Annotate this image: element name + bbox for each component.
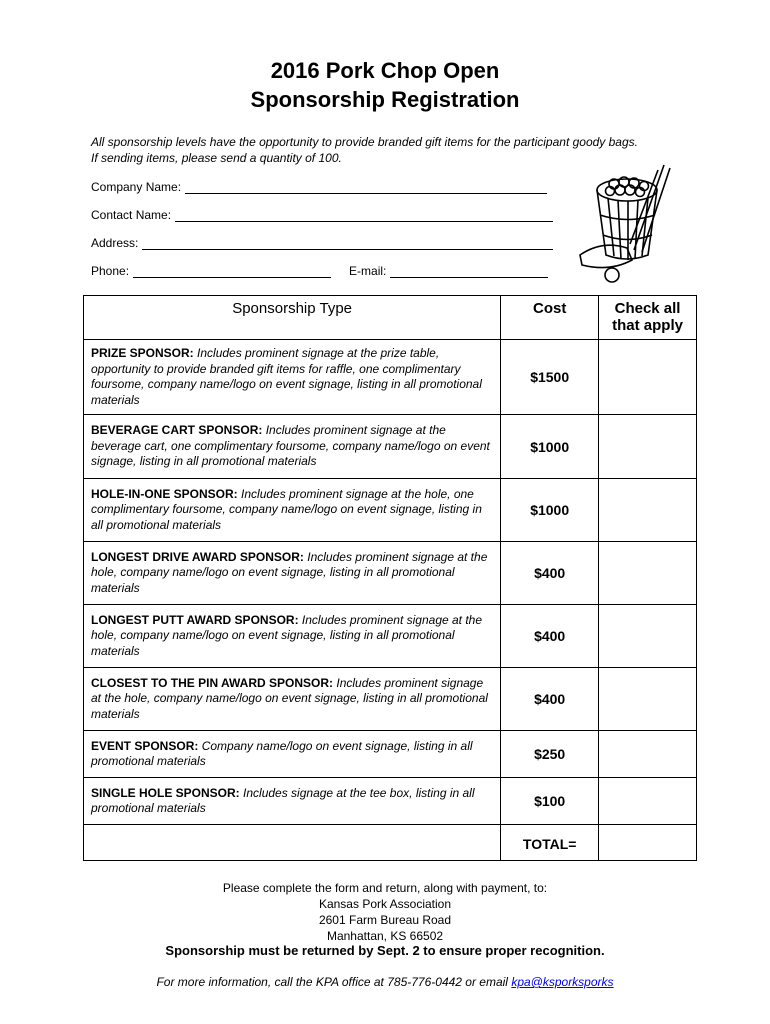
sponsor-cost: $400 <box>501 668 599 731</box>
sponsor-details: Includes signage at the tee box, listing in all promotional materials <box>91 785 475 815</box>
header-cost: Cost <box>501 296 599 340</box>
footer-info <box>0 975 770 989</box>
sponsor-details: Includes prominent signage at the beverage cart, one complimentary foursome, company name/logo on event signage, listing in all promotional materials <box>91 423 490 469</box>
sponsor-name: LONGEST DRIVE AWARD SPONSOR: <box>91 549 304 564</box>
sponsor-cost: $1000 <box>501 415 599 479</box>
sponsor-cost: $400 <box>501 605 599 668</box>
email-line[interactable] <box>390 265 548 278</box>
sponsor-name: SINGLE HOLE SPONSOR: <box>91 785 240 800</box>
sponsor-cost: $250 <box>501 731 599 778</box>
sponsorship-table <box>83 295 697 861</box>
check-cell[interactable] <box>599 542 697 605</box>
sponsor-description <box>84 605 501 668</box>
sponsor-description <box>84 778 501 825</box>
sponsor-details: Includes prominent signage at the hole, company name/logo on event signage, listing in all promotional materials <box>91 675 488 721</box>
table-row <box>84 731 697 778</box>
header-check-all: Check all that apply <box>599 296 697 340</box>
golf-basket-illustration <box>572 160 682 285</box>
sponsor-cost: $1500 <box>501 340 599 415</box>
check-cell[interactable] <box>599 605 697 668</box>
address-line[interactable] <box>142 237 553 250</box>
phone-line[interactable] <box>133 265 331 278</box>
table-row <box>84 668 697 731</box>
sponsor-description <box>84 479 501 542</box>
phone-field[interactable] <box>91 264 548 278</box>
sponsor-description <box>84 415 501 479</box>
company-name-field[interactable] <box>91 180 547 194</box>
total-row <box>84 825 697 861</box>
sponsor-name: LONGEST PUTT AWARD SPONSOR: <box>91 612 299 627</box>
table-row <box>84 415 697 479</box>
sponsor-name: HOLE-IN-ONE SPONSOR: <box>91 486 238 501</box>
table-row <box>84 778 697 825</box>
table-header-row <box>84 296 697 340</box>
check-cell[interactable] <box>599 479 697 542</box>
phone-label: Phone: <box>91 264 130 278</box>
footer-org: Kansas Pork Association <box>318 897 452 911</box>
check-cell[interactable] <box>599 415 697 479</box>
footer-street: 2601 Farm Bureau Road <box>318 913 452 927</box>
footer-city: Manhattan, KS 66502 <box>326 929 444 943</box>
table-row <box>84 340 697 415</box>
address-field[interactable] <box>91 236 553 250</box>
footer-info-text: For more information, call the KPA office at 785-776-0442 or email <box>156 975 512 989</box>
footer-deadline: Sponsorship must be returned by Sept. 2 to ensure proper recognition. <box>165 943 605 958</box>
footer-instructions: Please complete the form and return, along with payment, to: <box>222 881 548 895</box>
sponsor-description <box>84 731 501 778</box>
contact-name-label: Contact Name: <box>91 208 172 222</box>
title-line-2: Sponsorship Registration <box>250 87 520 112</box>
intro-line-2: If sending items, please send a quantity of 100. <box>91 151 342 165</box>
email-label: E-mail: <box>349 264 387 278</box>
sponsor-cost: $1000 <box>501 479 599 542</box>
header-sponsorship-type: Sponsorship Type <box>84 296 501 340</box>
table-row <box>84 542 697 605</box>
sponsor-details: Includes prominent signage at the hole, one complimentary foursome, company name/logo on event signage, listing in all promotional materials <box>91 486 482 532</box>
footer-email-link[interactable]: kpa@ksporksporks <box>511 975 614 989</box>
sponsor-description <box>84 668 501 731</box>
contact-name-line[interactable] <box>175 209 553 222</box>
address-label: Address: <box>91 236 139 250</box>
sponsor-details: Includes prominent signage at the hole, company name/logo on event signage, listing in all promotional materials <box>91 612 483 658</box>
company-name-label: Company Name: <box>91 180 182 194</box>
table-row <box>84 605 697 668</box>
total-empty-cell <box>84 825 501 861</box>
check-cell[interactable] <box>599 731 697 778</box>
check-cell[interactable] <box>599 668 697 731</box>
check-cell[interactable] <box>599 778 697 825</box>
company-name-line[interactable] <box>185 181 547 194</box>
sponsor-details: Company name/logo on event signage, listing in all promotional materials <box>91 738 473 768</box>
total-value-cell[interactable] <box>599 825 697 861</box>
sponsor-details: Includes prominent signage at the prize table, opportunity to provide branded gift items for raffle, one complimentary foursome, company name/logo on event signage, listing in all promotional materials <box>91 346 482 407</box>
check-cell[interactable] <box>599 340 697 415</box>
sponsor-description <box>84 340 501 415</box>
intro-line-1: All sponsorship levels have the opportunity to provide branded gift items for the participant goody bags. <box>91 135 638 149</box>
contact-name-field[interactable] <box>91 208 553 222</box>
table-row <box>84 479 697 542</box>
sponsor-cost: $100 <box>501 778 599 825</box>
sponsor-cost: $400 <box>501 542 599 605</box>
title-line-1: 2016 Pork Chop Open <box>270 58 500 83</box>
sponsor-details: Includes prominent signage at the hole, company name/logo on event signage, listing in all promotional materials <box>91 549 488 595</box>
sponsor-name: BEVERAGE CART SPONSOR: <box>91 423 263 438</box>
total-label: TOTAL= <box>501 825 599 861</box>
sponsor-name: PRIZE SPONSOR: <box>91 346 194 360</box>
sponsor-name: EVENT SPONSOR: <box>91 738 199 753</box>
sponsor-description <box>84 542 501 605</box>
sponsor-name: CLOSEST TO THE PIN AWARD SPONSOR: <box>91 675 334 690</box>
